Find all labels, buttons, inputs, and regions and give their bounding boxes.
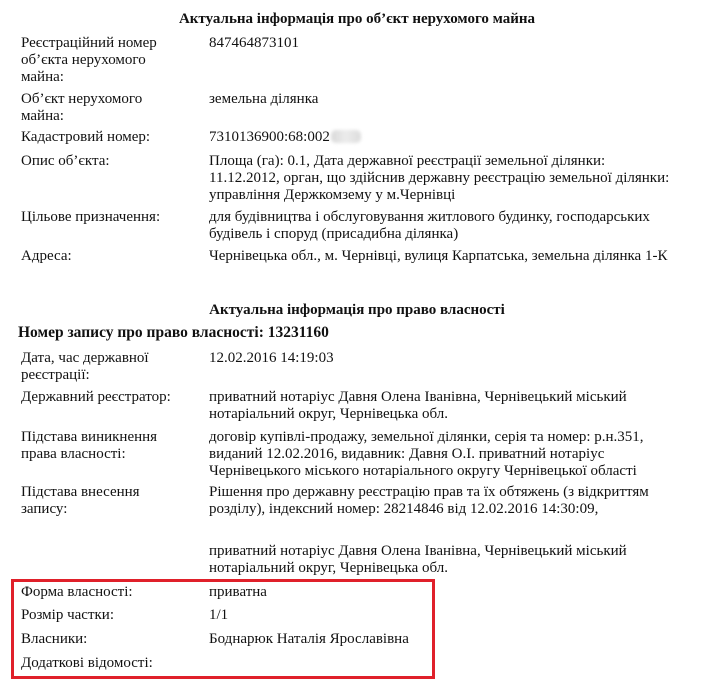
value: Чернівецька обл., м. Чернівці, вулиця Карпатська, земельна ділянка 1-К (209, 248, 668, 264)
value: 847464873101 (209, 35, 299, 51)
value: 7310136900:68:002 (209, 129, 330, 145)
value: приватний нотаріус Давня Олена Іванівна, Чернівецький міський нотаріальний округ, Чернівецька обл. (209, 389, 627, 422)
value-wrap (209, 129, 694, 146)
label: Об’єкт нерухомого майна: (21, 91, 143, 124)
label: Цільове призначення: (21, 209, 161, 225)
label: Підстава внесення запису: (21, 484, 140, 517)
label: Адреса: (21, 248, 72, 264)
label: Форма власності: (21, 584, 133, 600)
object-section-title: Актуальна інформація про об’єкт нерухомого майна (178, 11, 536, 27)
value: Рішення про державну реєстрацію прав та їх обтяжень (з відкриттям розділу), індексний номер: 28214846 від 12.02.2016 14:30:09, (209, 484, 649, 517)
value: 1/1 (209, 607, 229, 623)
label: Розмір частки: (21, 607, 114, 623)
value: приватний нотаріус Давня Олена Іванівна, Чернівецький міський нотаріальний округ, Чернівецька обл. (209, 543, 627, 576)
highlight-box (11, 579, 435, 679)
value: для будівництва і обслуговування житлового будинку, господарських будівель і споруд (присадибна ділянка) (209, 209, 650, 242)
label: Власники: (21, 631, 88, 647)
label: Дата, час державної реєстрації: (21, 350, 149, 383)
value: Боднарюк Наталія Ярославівна (209, 631, 409, 647)
ownership-record-title: Номер запису про право власності: 13231160 (18, 324, 329, 341)
value: договір купівлі-продажу, земельної ділянки, серія та номер: р.н.351, виданий 12.02.2016, видавник: Давня О.І. приватний нотаріус Чернівецького міського нотаріального округу Чернівецької області (209, 429, 644, 479)
ownership-section-title: Актуальна інформація про право власності (209, 302, 505, 318)
label: Опис об’єкта: (21, 153, 110, 169)
label: Реєстраційний номер об’єкта нерухомого майна: (21, 35, 157, 85)
label: Підстава виникнення права власності: (21, 429, 158, 462)
value: приватна (209, 584, 267, 600)
value: 12.02.2016 14:19:03 (209, 350, 334, 366)
label: Державний реєстратор: (21, 389, 171, 405)
redacted-blur (331, 130, 361, 143)
value: земельна ділянка (209, 91, 319, 107)
label: Кадастровий номер: (21, 129, 151, 145)
value: Площа (га): 0.1, Дата державної реєстрації земельної ділянки: 11.12.2012, орган, що здійснив державну реєстрацію земельної ділянки: управління Держкомзему у м.Чернівці (209, 153, 670, 203)
label: Додаткові відомості: (21, 655, 153, 671)
